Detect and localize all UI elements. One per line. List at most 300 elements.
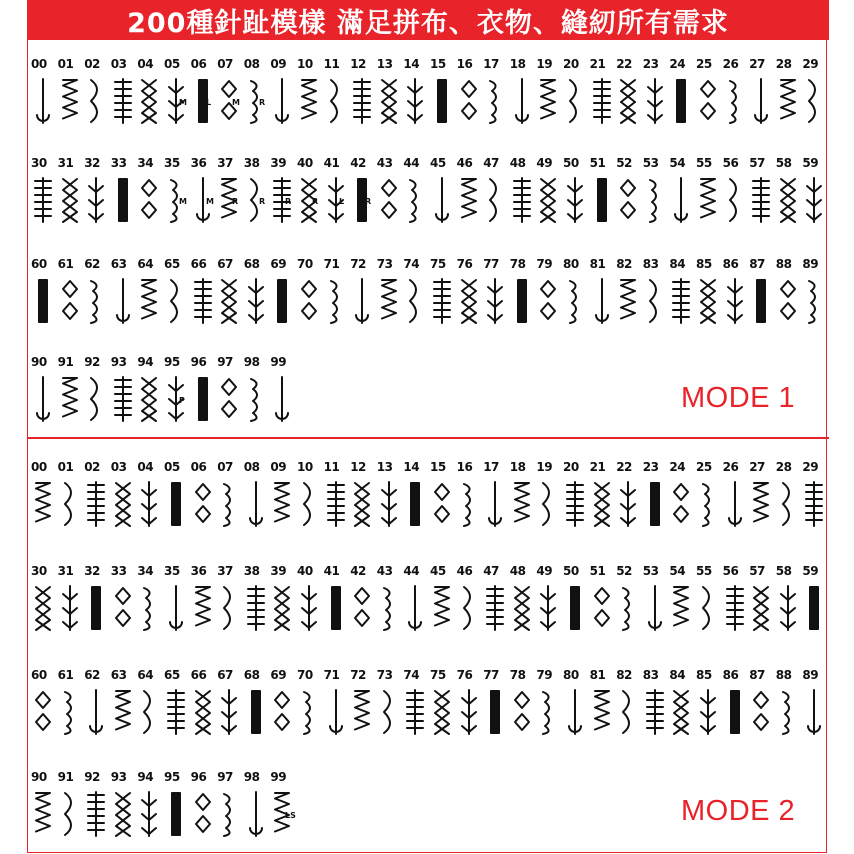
stitch-number: 05	[164, 57, 180, 71]
stitch-path	[730, 81, 736, 123]
stitch-number: 15	[430, 57, 446, 71]
stitch-number: 42	[350, 156, 366, 170]
stitch-number: 03	[110, 460, 127, 474]
stitch-path	[144, 588, 150, 630]
stitch-pattern-icon	[378, 584, 400, 632]
stitch-path	[36, 692, 50, 730]
stitch-number: 78	[509, 668, 526, 682]
stitch-number: 27	[749, 460, 765, 474]
stitch-pattern-icon	[85, 277, 107, 325]
stitch-path	[647, 690, 663, 734]
stitch-pattern-icon	[271, 688, 293, 736]
stitch-mark-label: R	[312, 197, 319, 206]
stitch-number: 56	[722, 564, 739, 578]
stitch-number: 30	[31, 564, 47, 578]
mode-2-label: MODE 2	[681, 795, 796, 827]
stitch-pattern-icon	[112, 277, 134, 325]
stitch-path	[355, 691, 369, 730]
stitch-number: 11	[323, 460, 340, 474]
stitch-path	[199, 378, 207, 420]
stitch-pattern-icon	[644, 480, 666, 528]
stitch-pattern-icon	[165, 77, 187, 125]
stitch-pattern-icon	[245, 277, 267, 325]
mode-1-label: MODE 1	[681, 382, 796, 414]
stitch-pattern-icon	[271, 375, 293, 423]
stitch-pattern-icon	[32, 176, 54, 224]
stitch-path	[595, 588, 609, 626]
stitch-number: 13	[376, 57, 393, 71]
stitch-path	[462, 179, 476, 218]
stitch-pattern-icon	[32, 584, 54, 632]
stitch-number: 94	[137, 770, 154, 784]
stitch-number: 40	[297, 156, 313, 170]
stitch-pattern-icon	[591, 480, 613, 528]
stitch-number: 90	[31, 355, 47, 369]
stitch-path	[541, 179, 555, 222]
stitch-pattern-icon	[32, 790, 54, 838]
stitch-pattern-icon	[298, 176, 320, 224]
stitch-path	[222, 690, 236, 734]
stitch-pattern-icon	[165, 375, 187, 423]
stitch-pattern-icon	[271, 480, 293, 528]
stitch-pattern-icon	[670, 688, 692, 736]
stitch-pattern-icon	[138, 77, 160, 125]
stitch-pattern-icon	[59, 584, 81, 632]
stitch-pattern-icon	[750, 176, 772, 224]
stitch-pattern-icon	[112, 480, 134, 528]
stitch-pattern-icon	[511, 480, 533, 528]
stitch-path	[701, 179, 715, 218]
stitch-path	[703, 484, 709, 526]
stitch-pattern-icon	[644, 688, 666, 736]
stitch-path	[435, 691, 449, 734]
stitch-pattern-icon	[271, 584, 293, 632]
stitch-number: 96	[190, 355, 207, 369]
stitch-number: 42	[350, 564, 366, 578]
stitch-pattern-icon	[458, 584, 480, 632]
stitch-number: 65	[164, 257, 180, 271]
stitch-path	[222, 379, 236, 417]
stitch-path	[515, 692, 529, 730]
stitch-number: 23	[642, 460, 659, 474]
stitch-path	[806, 482, 822, 526]
stitch-number: 54	[669, 156, 686, 170]
stitch-number: 99	[270, 355, 287, 369]
stitch-pattern-icon	[404, 77, 426, 125]
stitch-number: 16	[456, 57, 473, 71]
stitch-pattern-icon	[271, 277, 293, 325]
stitch-pattern-icon	[777, 584, 799, 632]
stitch-number: 09	[270, 460, 287, 474]
stitch-pattern-icon	[750, 480, 772, 528]
stitch-pattern-icon	[378, 480, 400, 528]
stitch-number: 80	[563, 668, 579, 682]
stitch-path	[142, 280, 156, 319]
stitch-number: 17	[483, 460, 499, 474]
stitch-number: 82	[616, 668, 632, 682]
stitch-number: 53	[642, 564, 659, 578]
stitch-number: 93	[110, 770, 127, 784]
stitch-path	[729, 482, 741, 526]
stitch-path	[596, 279, 608, 323]
stitch-path	[434, 279, 450, 323]
stitch-pattern-icon	[245, 77, 267, 125]
stitch-path	[119, 179, 127, 221]
stitch-path	[541, 80, 555, 119]
stitch-path	[621, 80, 635, 123]
stitch-pattern-icon	[404, 480, 426, 528]
stitch-path	[91, 80, 97, 122]
stitch-path	[196, 794, 210, 832]
stitch-path	[728, 279, 742, 323]
stitch-path	[142, 482, 156, 526]
stitch-pattern-icon	[85, 375, 107, 423]
stitch-pattern-icon	[484, 277, 506, 325]
stitch-path	[781, 179, 795, 222]
stitch-pattern-icon	[617, 688, 639, 736]
stitch-pattern-icon	[431, 77, 453, 125]
stitch-path	[410, 180, 416, 222]
stitch-path	[116, 588, 130, 626]
stitch-pattern-icon	[537, 277, 559, 325]
stitch-pattern-icon	[165, 688, 187, 736]
stitch-path	[570, 80, 576, 122]
stitch-mark-label: R	[258, 98, 265, 107]
stitch-path	[701, 280, 715, 323]
stitch-pattern-icon	[458, 176, 480, 224]
stitch-pattern-icon	[378, 688, 400, 736]
stitch-pattern-icon	[32, 688, 54, 736]
stitch-pattern-icon	[777, 176, 799, 224]
stitch-pattern-icon	[724, 176, 746, 224]
stitch-number: 94	[137, 355, 154, 369]
stitch-pattern-icon	[351, 176, 373, 224]
stitch-number: 29	[802, 460, 819, 474]
stitch-number: 15	[430, 460, 446, 474]
stitch-number: 78	[509, 257, 526, 271]
stitch-pattern-icon	[271, 176, 293, 224]
stitch-pattern-icon	[192, 176, 214, 224]
stitch-number: 22	[616, 460, 632, 474]
stitch-pattern-icon	[697, 688, 719, 736]
stitch-pattern-icon	[431, 480, 453, 528]
stitch-path	[116, 793, 130, 836]
stitch-pattern-icon	[511, 77, 533, 125]
stitch-pattern-icon	[644, 584, 666, 632]
stitch-number: 04	[137, 460, 154, 474]
stitch-number: 41	[323, 156, 340, 170]
stitch-path	[382, 482, 396, 526]
stitch-mark-label: R	[258, 197, 265, 206]
stitch-path	[781, 281, 795, 319]
stitch-number: 85	[696, 668, 712, 682]
stitch-pattern-icon	[670, 176, 692, 224]
stitch-pattern-icon	[724, 584, 746, 632]
mode-divider	[27, 437, 829, 439]
stitch-path	[701, 81, 715, 119]
stitch-path	[330, 690, 342, 734]
stitch-number: 71	[323, 668, 340, 682]
stitch-number: 46	[456, 564, 473, 578]
stitch-path	[490, 179, 496, 221]
stitch-path	[464, 484, 470, 526]
stitch-pattern-icon	[138, 584, 160, 632]
stitch-number: 58	[775, 156, 792, 170]
stitch-number: 86	[722, 257, 739, 271]
stitch-number: 90	[31, 770, 47, 784]
stitch-number: 69	[270, 257, 287, 271]
stitch-number: 02	[84, 460, 100, 474]
stitch-pattern-icon	[484, 176, 506, 224]
stitch-path	[408, 79, 422, 123]
stitch-number: 62	[84, 668, 100, 682]
stitch-pattern-icon	[298, 277, 320, 325]
stitch-path	[783, 483, 789, 525]
stitch-number: 19	[536, 57, 553, 71]
stitch-number: 26	[722, 460, 739, 474]
stitch-number: 62	[84, 257, 100, 271]
stitch-pattern-icon	[458, 77, 480, 125]
stitch-pattern-icon	[644, 176, 666, 224]
stitch-path	[595, 691, 609, 730]
stitch-pattern-icon	[245, 176, 267, 224]
stitch-number: 05	[164, 460, 180, 474]
stitch-path	[781, 586, 795, 630]
stitch-path	[515, 483, 529, 522]
stitch-path	[382, 80, 396, 123]
stitch-number: 06	[190, 460, 207, 474]
stitch-number: 25	[696, 460, 712, 474]
stitch-number: 59	[802, 156, 819, 170]
stitch-number: 69	[270, 668, 287, 682]
stitch-path	[63, 378, 77, 417]
stitch-number: 97	[217, 770, 233, 784]
stitch-pattern-icon	[803, 77, 825, 125]
stitch-number: 60	[31, 257, 47, 271]
stitch-pattern-icon	[298, 584, 320, 632]
stitch-pattern-icon	[85, 176, 107, 224]
stitch-number: 87	[749, 257, 765, 271]
stitch-path	[36, 587, 50, 630]
stitch-pattern-icon	[697, 277, 719, 325]
stitch-number: 12	[350, 460, 366, 474]
stitch-pattern-icon	[484, 480, 506, 528]
stitch-pattern-icon	[351, 277, 373, 325]
stitch-path	[650, 280, 656, 322]
stitch-number: 58	[775, 564, 792, 578]
stitch-number: 34	[137, 564, 154, 578]
stitch-pattern-icon	[564, 480, 586, 528]
stitch-pattern-icon	[85, 584, 107, 632]
stitch-path	[411, 483, 419, 525]
stitch-number: 20	[563, 57, 579, 71]
stitch-path	[331, 281, 337, 323]
stitch-path	[144, 691, 150, 733]
stitch-mark-label: P	[179, 396, 185, 405]
stitch-path	[65, 692, 71, 734]
stitch-number: 37	[217, 156, 233, 170]
stitch-path	[224, 794, 230, 836]
stitch-number: 43	[376, 564, 393, 578]
stitch-mark-label: L	[205, 98, 211, 107]
stitch-path	[251, 379, 257, 421]
stitch-path	[621, 180, 635, 218]
stitch-mark-label: L	[338, 197, 344, 206]
stitch-path	[384, 588, 390, 630]
stitch-path	[168, 690, 184, 734]
stitch-path	[543, 692, 549, 734]
stitch-pattern-icon	[218, 688, 240, 736]
stitch-number: 34	[137, 156, 154, 170]
stitch-path	[356, 279, 368, 323]
stitch-pattern-icon	[537, 77, 559, 125]
stitch-pattern-icon	[59, 375, 81, 423]
stitch-number: 10	[297, 460, 313, 474]
stitch-number: 07	[217, 460, 233, 474]
stitch-number: 95	[164, 355, 180, 369]
stitch-number: 70	[297, 257, 313, 271]
stitch-path	[172, 483, 180, 525]
stitch-number: 84	[669, 257, 686, 271]
stitch-path	[567, 482, 583, 526]
stitch-number: 55	[696, 156, 712, 170]
stitch-number: 03	[110, 57, 127, 71]
stitch-number: 47	[483, 564, 499, 578]
stitch-path	[651, 483, 659, 525]
stitch-number: 48	[509, 156, 526, 170]
stitch-number: 54	[669, 564, 686, 578]
stitch-path	[623, 588, 629, 630]
stitch-number: 77	[483, 257, 499, 271]
stitch-number: 14	[403, 460, 420, 474]
stitch-pattern-icon	[325, 277, 347, 325]
stitch-number: 81	[589, 257, 606, 271]
stitch-pattern-icon	[644, 77, 666, 125]
stitch-pattern-icon	[138, 688, 160, 736]
stitch-path	[249, 279, 263, 323]
stitch-path	[91, 378, 97, 420]
stitch-number: 32	[84, 564, 100, 578]
stitch-pattern-icon	[777, 480, 799, 528]
stitch-pattern-icon	[511, 584, 533, 632]
stitch-path	[275, 692, 289, 730]
stitch-path	[674, 484, 688, 522]
stitch-path	[518, 280, 526, 322]
stitch-path	[36, 483, 50, 522]
stitch-pattern-icon	[697, 176, 719, 224]
stitch-number: 67	[217, 668, 233, 682]
stitch-number: 81	[589, 668, 606, 682]
stitch-number: 92	[84, 770, 100, 784]
stitch-path	[196, 587, 210, 626]
stitch-path	[435, 484, 449, 522]
stitch-path	[91, 281, 97, 323]
stitch-pattern-icon	[112, 688, 134, 736]
stitch-number: 59	[802, 564, 819, 578]
stitch-path	[116, 691, 130, 730]
stitch-number: 57	[749, 156, 765, 170]
stitch-path	[250, 482, 262, 526]
stitch-pattern-icon	[165, 176, 187, 224]
stitch-pattern-icon	[218, 480, 240, 528]
stitch-pattern-icon	[59, 480, 81, 528]
stitch-number: 44	[403, 564, 420, 578]
stitch-path	[674, 587, 688, 626]
stitch-number: 89	[802, 257, 819, 271]
stitch-pattern-icon	[325, 480, 347, 528]
stitch-path	[783, 692, 789, 734]
stitch-number: 74	[403, 257, 420, 271]
stitch-number: 43	[376, 156, 393, 170]
stitch-number: 16	[456, 460, 473, 474]
stitch-number: 91	[57, 355, 74, 369]
stitch-pattern-icon	[591, 688, 613, 736]
stitch-path	[598, 179, 606, 221]
stitch-path	[754, 587, 768, 630]
stitch-pattern-icon	[670, 480, 692, 528]
stitch-mark-label: R	[285, 197, 292, 206]
stitch-number: 35	[164, 564, 180, 578]
stitch-path	[63, 281, 77, 319]
stitch-number: 18	[509, 57, 526, 71]
stitch-path	[488, 279, 502, 323]
stitch-pattern-icon	[591, 277, 613, 325]
stitch-pattern-icon	[591, 584, 613, 632]
stitch-path	[116, 483, 130, 526]
stitch-number: 41	[323, 564, 340, 578]
stitch-path	[195, 279, 211, 323]
stitch-pattern-icon	[32, 77, 54, 125]
stitch-path	[753, 178, 769, 222]
stitch-pattern-icon	[32, 480, 54, 528]
stitch-pattern-icon	[537, 688, 559, 736]
stitch-number: 97	[217, 355, 233, 369]
stitch-number: 82	[616, 257, 632, 271]
stitch-path	[648, 79, 662, 123]
stitch-path	[115, 79, 131, 123]
stitch-pattern-icon	[777, 688, 799, 736]
stitch-path	[90, 690, 102, 734]
stitch-number: 83	[642, 668, 659, 682]
stitch-path	[731, 691, 739, 733]
stitch-pattern-icon	[803, 176, 825, 224]
stitch-path	[250, 792, 262, 836]
stitch-pattern-icon	[697, 584, 719, 632]
stitch-pattern-icon	[803, 584, 825, 632]
stitch-pattern-icon	[138, 176, 160, 224]
stitch-number: 92	[84, 355, 100, 369]
stitch-number: 83	[642, 257, 659, 271]
stitch-number: 17	[483, 57, 499, 71]
stitch-path	[701, 690, 715, 734]
stitch-pattern-icon	[138, 277, 160, 325]
stitch-number: 12	[350, 57, 366, 71]
stitch-path	[407, 690, 423, 734]
stitch-path	[196, 484, 210, 522]
stitch-pattern-icon	[112, 584, 134, 632]
stitch-pattern-icon	[458, 688, 480, 736]
stitch-pattern-icon	[697, 480, 719, 528]
stitch-number: 27	[749, 57, 765, 71]
stitch-path	[674, 691, 688, 734]
stitch-number: 75	[430, 257, 446, 271]
stitch-pattern-icon	[325, 176, 347, 224]
stitch-mark-label: R	[232, 197, 239, 206]
stitch-pattern-icon	[777, 277, 799, 325]
stitch-number: 61	[57, 668, 74, 682]
stitch-path	[92, 587, 100, 629]
stitch-pattern-icon	[484, 77, 506, 125]
